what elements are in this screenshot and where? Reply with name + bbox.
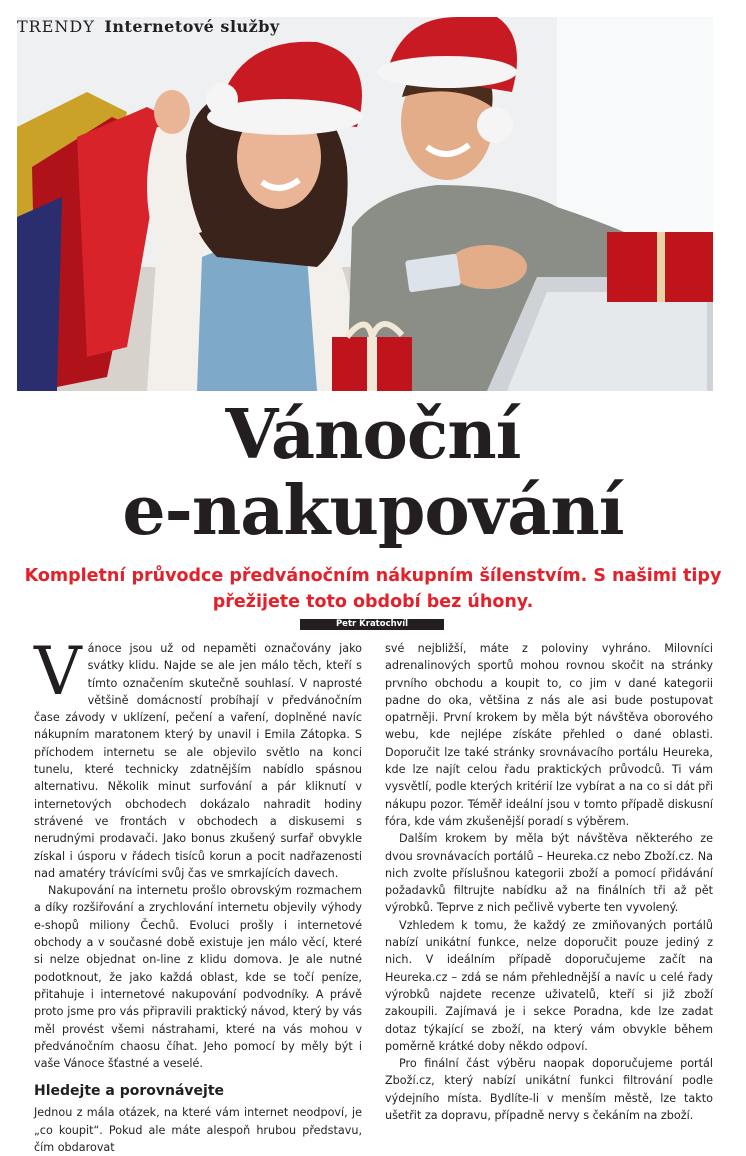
christmas-shopping-couple-photo <box>17 17 713 391</box>
section-label: TRENDY <box>17 17 95 36</box>
author-byline: Petr Kratochvíl <box>300 619 444 630</box>
article-subtitle: Kompletní průvodce předvánočním nákupním šílenstvím. S našimi tipy přežijete toto období bez úhony. <box>24 566 722 612</box>
section-heading: Hledejte a porovnávejte <box>34 1083 225 1100</box>
article-column-right <box>385 640 713 1124</box>
hero-photo <box>17 17 713 391</box>
article-title-line-1: Vánoční <box>225 395 521 475</box>
article-title-line-2: e-nakupování <box>122 471 624 551</box>
paragraph: Jednou z mála otázek, na které vám internet neodpoví, je „co koupit“. Pokud ale máte alespoň hrubou představu, čím obdarovat <box>34 1106 362 1155</box>
drop-cap: V <box>34 633 82 710</box>
paragraph: Dalším krokem by měla být návštěva některého ze dvou srovnávacích portálů – Heureka.cz nebo Zboží.cz. Na nich zvolte příslušnou kategorii zboží a pomocí přidávání požadavků filtrujte nabídku až na finálních tři až pět výrobků. Teprve z nich pečlivě vyberte ten vyvolený. <box>385 832 713 915</box>
paragraph: své nejbližší, máte z poloviny vyhráno. Milovníci adrenalinových sportů mohou rovnou skočit na stránky prvního obchodu a koupit to, co jim v dané kategorii padne do oka, většina z nás ale asi bude postupovat opatrněji. První krokem by měla být návštěva oborového webu, kde nejlépe získáte přehled o dané oblasti. Doporučit lze také stránky srovnávacího portálu Heureka, kde lze najít celou řadu praktických průvodců. Ti vám vysvětlí, podle kterých kritérií lze vybírat a na co si dát při nákupu pozor. Téměř ideální jsou v tomto případě diskusní fóra, kde vám zkušenější poradí s výběrem. <box>385 642 713 828</box>
section-topic: Internetové služby <box>104 17 280 36</box>
paragraph-text: ánoce jsou už od nepaměti označovány jako svátky klidu. Najde se ale jen málo těch, kteří s tímto označením skutečně souhlasí. V naprosté většině domácností probíhají v předvánočním čase závody v uklízení, pečení a vaření, doplněné navíc nákupním maratonem který by unavil i Emila Zátopka. S příchodem internetu se ale objevilo světlo na konci tunelu, které technicky zdatnějším nabídlo spásnou alternativu. Několik minut surfování a pár kliknutí v internetových obchodech dokázalo nahradit hodiny strávené ve frontách v obchodech a diskusemi s nerudnými prodavači. Jako bonus zkušený surfař obvykle získal i úsporu v řádech tisíců korun a pocit nadřazenosti nad amatéry trávícími svůj čas ve smrkajících davech. <box>34 642 362 880</box>
paragraph: Pro finální část výběru naopak doporučujeme portál Zboží.cz, který nabízí unikátní funkci filtrování podle výdejního místa. Bydlíte-li v menším městě, lze takto ušetřit za dopravu, případně nervy s čekáním na zboží. <box>385 1057 713 1123</box>
paragraph: Vzhledem k tomu, že každý ze zmiňovaných portálů nabízí unikátní funkce, nelze doporučit pouze jediný z nich. V ideálním případě doporučujeme začít na Heureka.cz – zdá se nám přehlednější a navíc u celé řady výrobků najdete recenze uživatelů, kteří si již zboží zakoupili. Zajímavá je i sekce Poradna, kde lze zadat dotaz týkající se zboží, na který vám obvykle během poměrně krátké doby někdo odpoví. <box>385 918 713 1053</box>
section-header <box>17 17 280 36</box>
paragraph: Nakupování na internetu prošlo obrovským rozmachem a díky rozšiřování a zrychlování internetu objevily výhody e-shopů miliony Čechů. Evoluci prošly i internetové obchody a v současné době existuje jen málo věcí, které si nelze objednat on-line z klidu domova. Je ale nutné podotknout, že jako každá oblast, kde se točí peníze, přitahuje i internetové nakupování podvodníky. A právě proto jsme pro vás připravili praktický návod, který by vás měl provést všemi nástrahami, které na vás mohou v předvánočním chaosu číhat. Jeho pomocí by měly být i vaše Vánoce šťastné a veselé. <box>34 884 362 1071</box>
article-column-left <box>34 633 362 1156</box>
paragraph <box>34 633 362 882</box>
